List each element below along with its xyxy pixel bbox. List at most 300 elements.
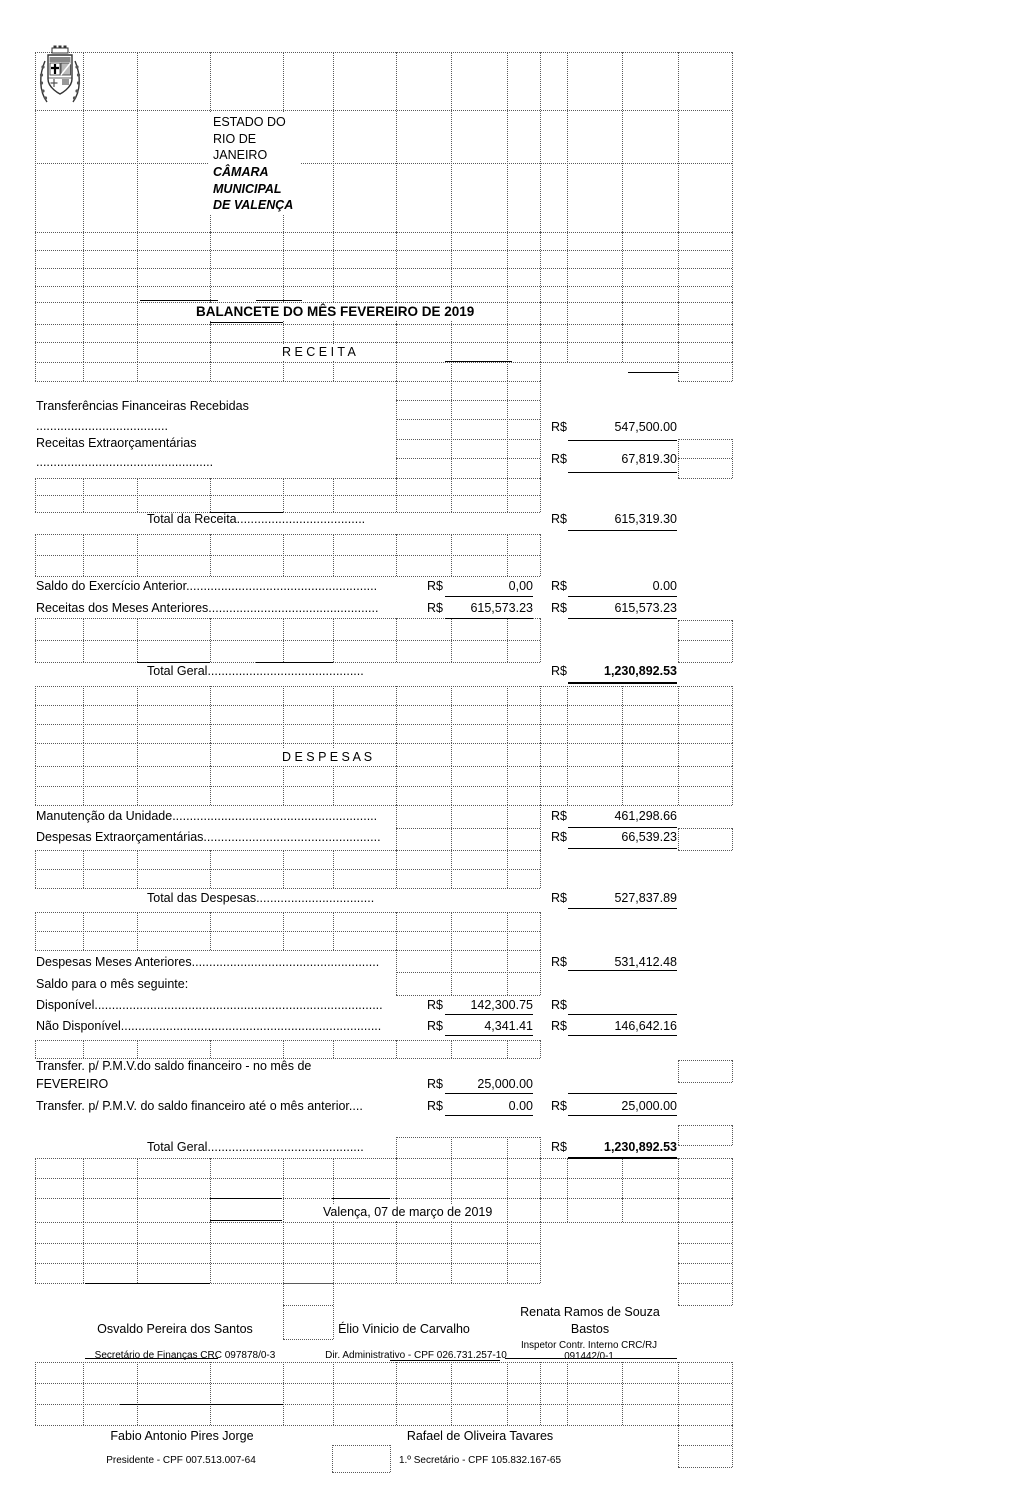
grid-line bbox=[137, 342, 138, 362]
grid-line bbox=[35, 342, 36, 362]
grid-line bbox=[732, 302, 733, 324]
grid-line bbox=[333, 534, 334, 576]
grid-line bbox=[35, 232, 36, 302]
grid-line bbox=[507, 302, 508, 324]
grid-line bbox=[35, 743, 36, 766]
signature-role: Inspetor Contr. Interno CRC/RJ 091442/0-1 bbox=[520, 1340, 658, 1362]
grid-line bbox=[678, 1125, 679, 1145]
grid-line bbox=[35, 342, 732, 343]
grid-line bbox=[396, 950, 540, 951]
grid-line bbox=[540, 362, 541, 381]
amount-accumulated: 461,298.66 bbox=[614, 809, 677, 823]
grid-line bbox=[137, 912, 138, 950]
row-label: Receitas Extraorçamentárias bbox=[36, 436, 197, 450]
grid-line bbox=[540, 912, 541, 950]
grid-line bbox=[35, 534, 540, 535]
grid-line bbox=[283, 1339, 333, 1340]
grid-line bbox=[678, 620, 679, 662]
grid-line bbox=[396, 232, 397, 302]
grid-line bbox=[35, 324, 732, 325]
currency-symbol: R$ bbox=[427, 1077, 443, 1091]
grid-line bbox=[678, 1222, 732, 1223]
signature-name: Rafael de Oliveira Tavares bbox=[406, 1429, 554, 1443]
grid-line bbox=[35, 888, 540, 889]
total-geral-value: 1,230,892.53 bbox=[604, 664, 677, 678]
solid-line bbox=[210, 1198, 282, 1199]
grid-line bbox=[137, 302, 138, 324]
grid-line bbox=[35, 324, 36, 342]
grid-line bbox=[678, 1243, 732, 1244]
grid-line bbox=[678, 1198, 679, 1222]
amount-month: 615,573.23 bbox=[470, 601, 533, 615]
grid-line bbox=[678, 828, 679, 850]
total-geral-label: Total Geral............................................. bbox=[147, 1140, 364, 1154]
row-label: Transfer. p/ P.M.V. do saldo financeiro até o mês anterior.... bbox=[36, 1099, 363, 1113]
grid-line bbox=[540, 478, 541, 512]
grid-line bbox=[540, 850, 541, 888]
grid-line bbox=[732, 686, 733, 743]
grid-line bbox=[451, 1362, 452, 1425]
grid-line bbox=[732, 743, 733, 766]
grid-line bbox=[396, 618, 397, 662]
grid-line bbox=[622, 324, 623, 342]
grid-line bbox=[210, 324, 211, 342]
grid-line bbox=[210, 743, 211, 766]
value-underline bbox=[568, 1115, 677, 1116]
grid-line bbox=[678, 52, 679, 232]
grid-line bbox=[35, 869, 540, 870]
grid-line bbox=[678, 1362, 679, 1425]
grid-line bbox=[678, 1425, 679, 1467]
grid-line bbox=[332, 1472, 390, 1473]
signature-name: Fabio Antonio Pires Jorge bbox=[110, 1429, 254, 1443]
grid-line bbox=[333, 1158, 334, 1198]
value-underline bbox=[568, 596, 677, 597]
grid-line bbox=[396, 342, 397, 362]
grid-line bbox=[396, 686, 397, 743]
grid-line bbox=[567, 342, 568, 362]
grid-line bbox=[35, 362, 732, 363]
grid-line bbox=[137, 1158, 138, 1198]
grid-line bbox=[451, 232, 452, 302]
grid-line bbox=[540, 1040, 541, 1058]
value-underline bbox=[568, 1157, 677, 1159]
grid-line bbox=[567, 766, 568, 805]
grid-line bbox=[396, 52, 397, 232]
grid-line bbox=[540, 534, 541, 576]
grid-line bbox=[678, 1145, 732, 1146]
grid-line bbox=[137, 1040, 138, 1058]
grid-line bbox=[83, 743, 84, 766]
grid-line bbox=[83, 302, 84, 324]
grid-line bbox=[396, 1158, 540, 1159]
solid-line bbox=[628, 372, 678, 373]
currency-symbol: R$ bbox=[551, 830, 567, 844]
grid-line bbox=[396, 534, 397, 576]
grid-line bbox=[83, 686, 84, 743]
grid-line bbox=[540, 1222, 541, 1283]
grid-line bbox=[210, 232, 211, 302]
grid-line bbox=[35, 110, 732, 111]
currency-symbol: R$ bbox=[551, 601, 567, 615]
grid-line bbox=[35, 786, 732, 787]
grid-line bbox=[732, 52, 733, 232]
grid-line bbox=[396, 912, 397, 950]
grid-line bbox=[137, 362, 138, 381]
grid-line bbox=[333, 686, 334, 743]
grid-line bbox=[137, 1198, 138, 1222]
grid-line bbox=[396, 995, 540, 996]
grid-line bbox=[35, 302, 36, 324]
grid-line bbox=[451, 950, 452, 995]
grid-line bbox=[35, 850, 540, 851]
grid-line bbox=[507, 1362, 508, 1425]
grid-line bbox=[396, 1362, 397, 1425]
grid-line bbox=[678, 478, 732, 479]
grid-line bbox=[35, 478, 36, 512]
grid-line bbox=[283, 1283, 284, 1339]
signature-role: 1.º Secretário - CPF 105.832.167-65 bbox=[398, 1455, 562, 1466]
row-label: Receitas dos Meses Anteriores................................................. bbox=[36, 601, 379, 615]
value-underline bbox=[568, 827, 677, 828]
signature-name: Élio Vinicio de Carvalho bbox=[338, 1322, 470, 1336]
grid-line bbox=[396, 419, 540, 420]
grid-line bbox=[83, 1040, 84, 1058]
amount-accumulated: 67,819.30 bbox=[621, 452, 677, 466]
grid-line bbox=[35, 686, 36, 743]
grid-line bbox=[567, 686, 568, 743]
grid-line bbox=[35, 1362, 732, 1363]
grid-line bbox=[396, 805, 397, 850]
grid-line bbox=[396, 1040, 397, 1058]
grid-line bbox=[507, 743, 508, 766]
grid-line bbox=[332, 1445, 333, 1472]
grid-line bbox=[396, 805, 540, 806]
grid-line bbox=[451, 324, 452, 342]
grid-line bbox=[333, 324, 334, 342]
grid-line bbox=[396, 458, 540, 459]
value-underline bbox=[568, 682, 677, 684]
grid-line bbox=[732, 1198, 733, 1222]
grid-line bbox=[35, 931, 540, 932]
grid-line bbox=[35, 766, 732, 767]
row-label: Transfer. p/ P.M.V.do saldo financeiro - no mês de bbox=[36, 1059, 312, 1073]
grid-line bbox=[35, 1383, 732, 1384]
grid-line bbox=[451, 805, 452, 850]
value-underline bbox=[568, 970, 677, 971]
grid-line bbox=[507, 686, 508, 743]
currency-symbol: R$ bbox=[551, 1140, 567, 1154]
grid-line bbox=[283, 1305, 333, 1306]
grid-line bbox=[210, 534, 211, 576]
currency-symbol: R$ bbox=[551, 579, 567, 593]
signature-role: Secretário de Finanças CRC 097878/0-3 bbox=[94, 1350, 276, 1361]
row-label: Disponível................................................................................... bbox=[36, 998, 383, 1012]
signature-role: Presidente - CPF 007.513.007-64 bbox=[106, 1455, 256, 1466]
amount-month: 142,300.75 bbox=[470, 998, 533, 1012]
grid-line bbox=[137, 743, 138, 766]
grid-line bbox=[35, 1198, 36, 1222]
grid-line bbox=[35, 766, 36, 805]
grid-line bbox=[732, 324, 733, 342]
grid-line bbox=[333, 232, 334, 302]
grid-line bbox=[333, 1222, 334, 1283]
grid-line bbox=[567, 743, 568, 766]
grid-line bbox=[35, 1040, 36, 1058]
currency-symbol: R$ bbox=[427, 998, 443, 1012]
grid-line bbox=[622, 52, 623, 232]
grid-line bbox=[540, 324, 541, 342]
grid-line bbox=[732, 828, 733, 850]
grid-line bbox=[333, 52, 334, 232]
grid-line bbox=[451, 52, 452, 232]
grid-line bbox=[35, 324, 732, 325]
grid-line bbox=[622, 766, 623, 805]
total-geral-value: 1,230,892.53 bbox=[604, 1140, 677, 1154]
grid-line bbox=[732, 1158, 733, 1198]
grid-line bbox=[396, 324, 397, 342]
currency-symbol: R$ bbox=[551, 809, 567, 823]
grid-line bbox=[678, 342, 679, 362]
grid-line bbox=[540, 1158, 541, 1198]
grid-line bbox=[333, 362, 334, 381]
grid-line bbox=[507, 912, 508, 950]
row-leader-dots: ................................................... bbox=[36, 455, 214, 469]
grid-line bbox=[333, 1040, 334, 1058]
grid-line bbox=[83, 1158, 84, 1198]
grid-line bbox=[283, 850, 284, 888]
grid-line bbox=[451, 912, 452, 950]
grid-line bbox=[333, 1362, 334, 1425]
grid-line bbox=[283, 1362, 284, 1425]
solid-line bbox=[85, 1283, 210, 1284]
grid-line bbox=[732, 1362, 733, 1425]
grid-line bbox=[678, 686, 679, 743]
grid-line bbox=[507, 1158, 508, 1198]
currency-symbol: R$ bbox=[551, 512, 567, 526]
grid-line bbox=[678, 850, 732, 851]
amount-accumulated: 547,500.00 bbox=[614, 420, 677, 434]
grid-line bbox=[678, 381, 732, 382]
grid-line bbox=[396, 381, 397, 478]
amount-month: 25,000.00 bbox=[477, 1077, 533, 1091]
date-line: Valença, 07 de março de 2019 bbox=[318, 1204, 497, 1221]
grid-line bbox=[396, 850, 540, 851]
value-underline bbox=[568, 1093, 677, 1094]
value-underline bbox=[445, 618, 533, 619]
grid-line bbox=[83, 1198, 84, 1222]
amount-accumulated: 66,539.23 bbox=[621, 830, 677, 844]
grid-line bbox=[83, 362, 84, 381]
grid-line bbox=[210, 1222, 211, 1283]
grid-line bbox=[210, 686, 211, 743]
grid-line bbox=[507, 52, 508, 232]
amount-accumulated: 25,000.00 bbox=[621, 1099, 677, 1113]
grid-line bbox=[451, 362, 452, 381]
grid-line bbox=[622, 686, 623, 743]
grid-line bbox=[678, 828, 732, 829]
grid-line bbox=[137, 850, 138, 888]
grid-line bbox=[35, 1040, 540, 1041]
grid-line bbox=[137, 1222, 138, 1283]
amount-month: 4,341.41 bbox=[484, 1019, 533, 1033]
grid-line bbox=[678, 1060, 679, 1082]
grid-line bbox=[35, 1222, 540, 1223]
grid-line bbox=[678, 362, 679, 381]
row-leader-dots: ...................................... bbox=[36, 419, 168, 433]
grid-line bbox=[678, 1222, 679, 1305]
section-heading-despesas: D E S P E S A S bbox=[277, 749, 377, 766]
grid-line bbox=[35, 766, 732, 767]
grid-line bbox=[35, 686, 732, 687]
grid-line bbox=[678, 743, 679, 766]
grid-line bbox=[35, 478, 540, 479]
grid-line bbox=[732, 1222, 733, 1305]
grid-line bbox=[540, 381, 541, 478]
state-name: ESTADO DO RIO DE JANEIRO bbox=[208, 113, 298, 165]
currency-symbol: R$ bbox=[551, 998, 567, 1012]
grid-line bbox=[35, 1362, 36, 1425]
grid-line bbox=[283, 1198, 284, 1222]
grid-line bbox=[678, 439, 679, 478]
currency-symbol: R$ bbox=[427, 1099, 443, 1113]
grid-line bbox=[35, 52, 732, 53]
grid-line bbox=[451, 1137, 452, 1158]
grid-line bbox=[35, 232, 732, 233]
grid-line bbox=[507, 232, 508, 302]
grid-line bbox=[83, 618, 84, 662]
row-label: Saldo do Exercício Anterior....................................................... bbox=[36, 579, 378, 593]
currency-symbol: R$ bbox=[427, 579, 443, 593]
signature-role: Dir. Administrativo - CPF 026.731.257-10 bbox=[325, 1350, 507, 1361]
grid-line bbox=[35, 1178, 732, 1179]
grid-line bbox=[396, 1158, 397, 1198]
grid-line bbox=[732, 362, 733, 381]
grid-line bbox=[137, 324, 138, 342]
grid-line bbox=[35, 268, 732, 269]
grid-line bbox=[678, 1082, 732, 1083]
grid-line bbox=[732, 1425, 733, 1467]
grid-line bbox=[283, 766, 284, 805]
grid-line bbox=[507, 362, 508, 381]
grid-line bbox=[678, 324, 679, 342]
currency-symbol: R$ bbox=[551, 1099, 567, 1113]
amount-month: 0,00 bbox=[508, 579, 533, 593]
row-label: Manutenção da Unidade........................................................... bbox=[36, 809, 378, 823]
grid-line bbox=[678, 766, 679, 805]
grid-line bbox=[451, 381, 452, 478]
grid-line bbox=[678, 1125, 732, 1126]
grid-line bbox=[678, 1060, 732, 1061]
total-despesas-label: Total das Despesas.................................. bbox=[147, 891, 375, 905]
grid-line bbox=[396, 828, 540, 829]
grid-line bbox=[567, 1198, 568, 1222]
grid-line bbox=[137, 618, 138, 662]
amount-accumulated: 146,642.16 bbox=[614, 1019, 677, 1033]
grid-line bbox=[396, 1137, 540, 1138]
grid-line bbox=[396, 972, 540, 973]
grid-line bbox=[210, 342, 211, 362]
grid-line bbox=[210, 618, 211, 662]
grid-line bbox=[732, 766, 733, 805]
grid-line bbox=[210, 478, 211, 512]
grid-line bbox=[622, 342, 623, 362]
grid-line bbox=[507, 766, 508, 805]
grid-line bbox=[210, 766, 211, 805]
grid-line bbox=[35, 163, 732, 164]
grid-line bbox=[210, 1040, 211, 1058]
grid-line bbox=[451, 478, 452, 512]
grid-line bbox=[210, 1198, 211, 1222]
report-title: BALANCETE DO MÊS FEVEREIRO DE 2019 bbox=[191, 303, 479, 320]
grid-line bbox=[283, 618, 284, 662]
value-underline bbox=[568, 1035, 677, 1036]
grid-line bbox=[35, 495, 540, 496]
grid-line bbox=[678, 640, 732, 641]
grid-line bbox=[540, 302, 541, 324]
grid-line bbox=[678, 458, 732, 459]
grid-line bbox=[622, 302, 623, 324]
grid-line bbox=[35, 1158, 36, 1198]
total-receita-label: Total da Receita..................................... bbox=[147, 512, 366, 526]
grid-line bbox=[210, 362, 211, 381]
grid-line bbox=[567, 232, 568, 302]
grid-line bbox=[35, 362, 36, 381]
value-underline bbox=[568, 908, 677, 909]
grid-line bbox=[678, 1425, 732, 1426]
grid-line bbox=[507, 805, 508, 850]
grid-line bbox=[283, 362, 284, 381]
grid-line bbox=[35, 250, 732, 251]
saldo-heading: Saldo para o mês seguinte: bbox=[36, 977, 189, 991]
grid-line bbox=[678, 1305, 732, 1306]
grid-line bbox=[83, 912, 84, 950]
grid-line bbox=[396, 478, 540, 479]
grid-line bbox=[507, 618, 508, 662]
grid-line bbox=[678, 1263, 732, 1264]
grid-line bbox=[35, 1222, 732, 1223]
grid-line bbox=[507, 1040, 508, 1058]
row-label: Não Disponível........................................................................... bbox=[36, 1019, 382, 1033]
grid-line bbox=[451, 743, 452, 766]
grid-line bbox=[35, 342, 732, 343]
grid-line bbox=[137, 1362, 138, 1425]
grid-line bbox=[507, 1198, 508, 1222]
value-underline bbox=[568, 440, 677, 441]
amount-accumulated: 0.00 bbox=[652, 579, 677, 593]
grid-line bbox=[210, 850, 211, 888]
grid-line bbox=[35, 286, 732, 287]
value-underline bbox=[445, 1014, 533, 1015]
grid-line bbox=[507, 850, 508, 888]
grid-line bbox=[333, 618, 334, 662]
grid-line bbox=[567, 324, 568, 342]
grid-line bbox=[732, 439, 733, 478]
grid-line bbox=[451, 618, 452, 662]
grid-line bbox=[283, 1222, 284, 1283]
grid-line bbox=[137, 686, 138, 743]
grid-line bbox=[390, 1445, 391, 1472]
grid-line bbox=[35, 912, 540, 913]
grid-line bbox=[333, 478, 334, 512]
solid-line bbox=[137, 662, 210, 663]
grid-line bbox=[210, 912, 211, 950]
grid-line bbox=[732, 620, 733, 662]
row-label: Despesas Extraorçamentárias................................................... bbox=[36, 830, 381, 844]
grid-line bbox=[540, 1198, 541, 1222]
total-geral-label: Total Geral............................................. bbox=[147, 664, 364, 678]
solid-line bbox=[210, 322, 283, 323]
